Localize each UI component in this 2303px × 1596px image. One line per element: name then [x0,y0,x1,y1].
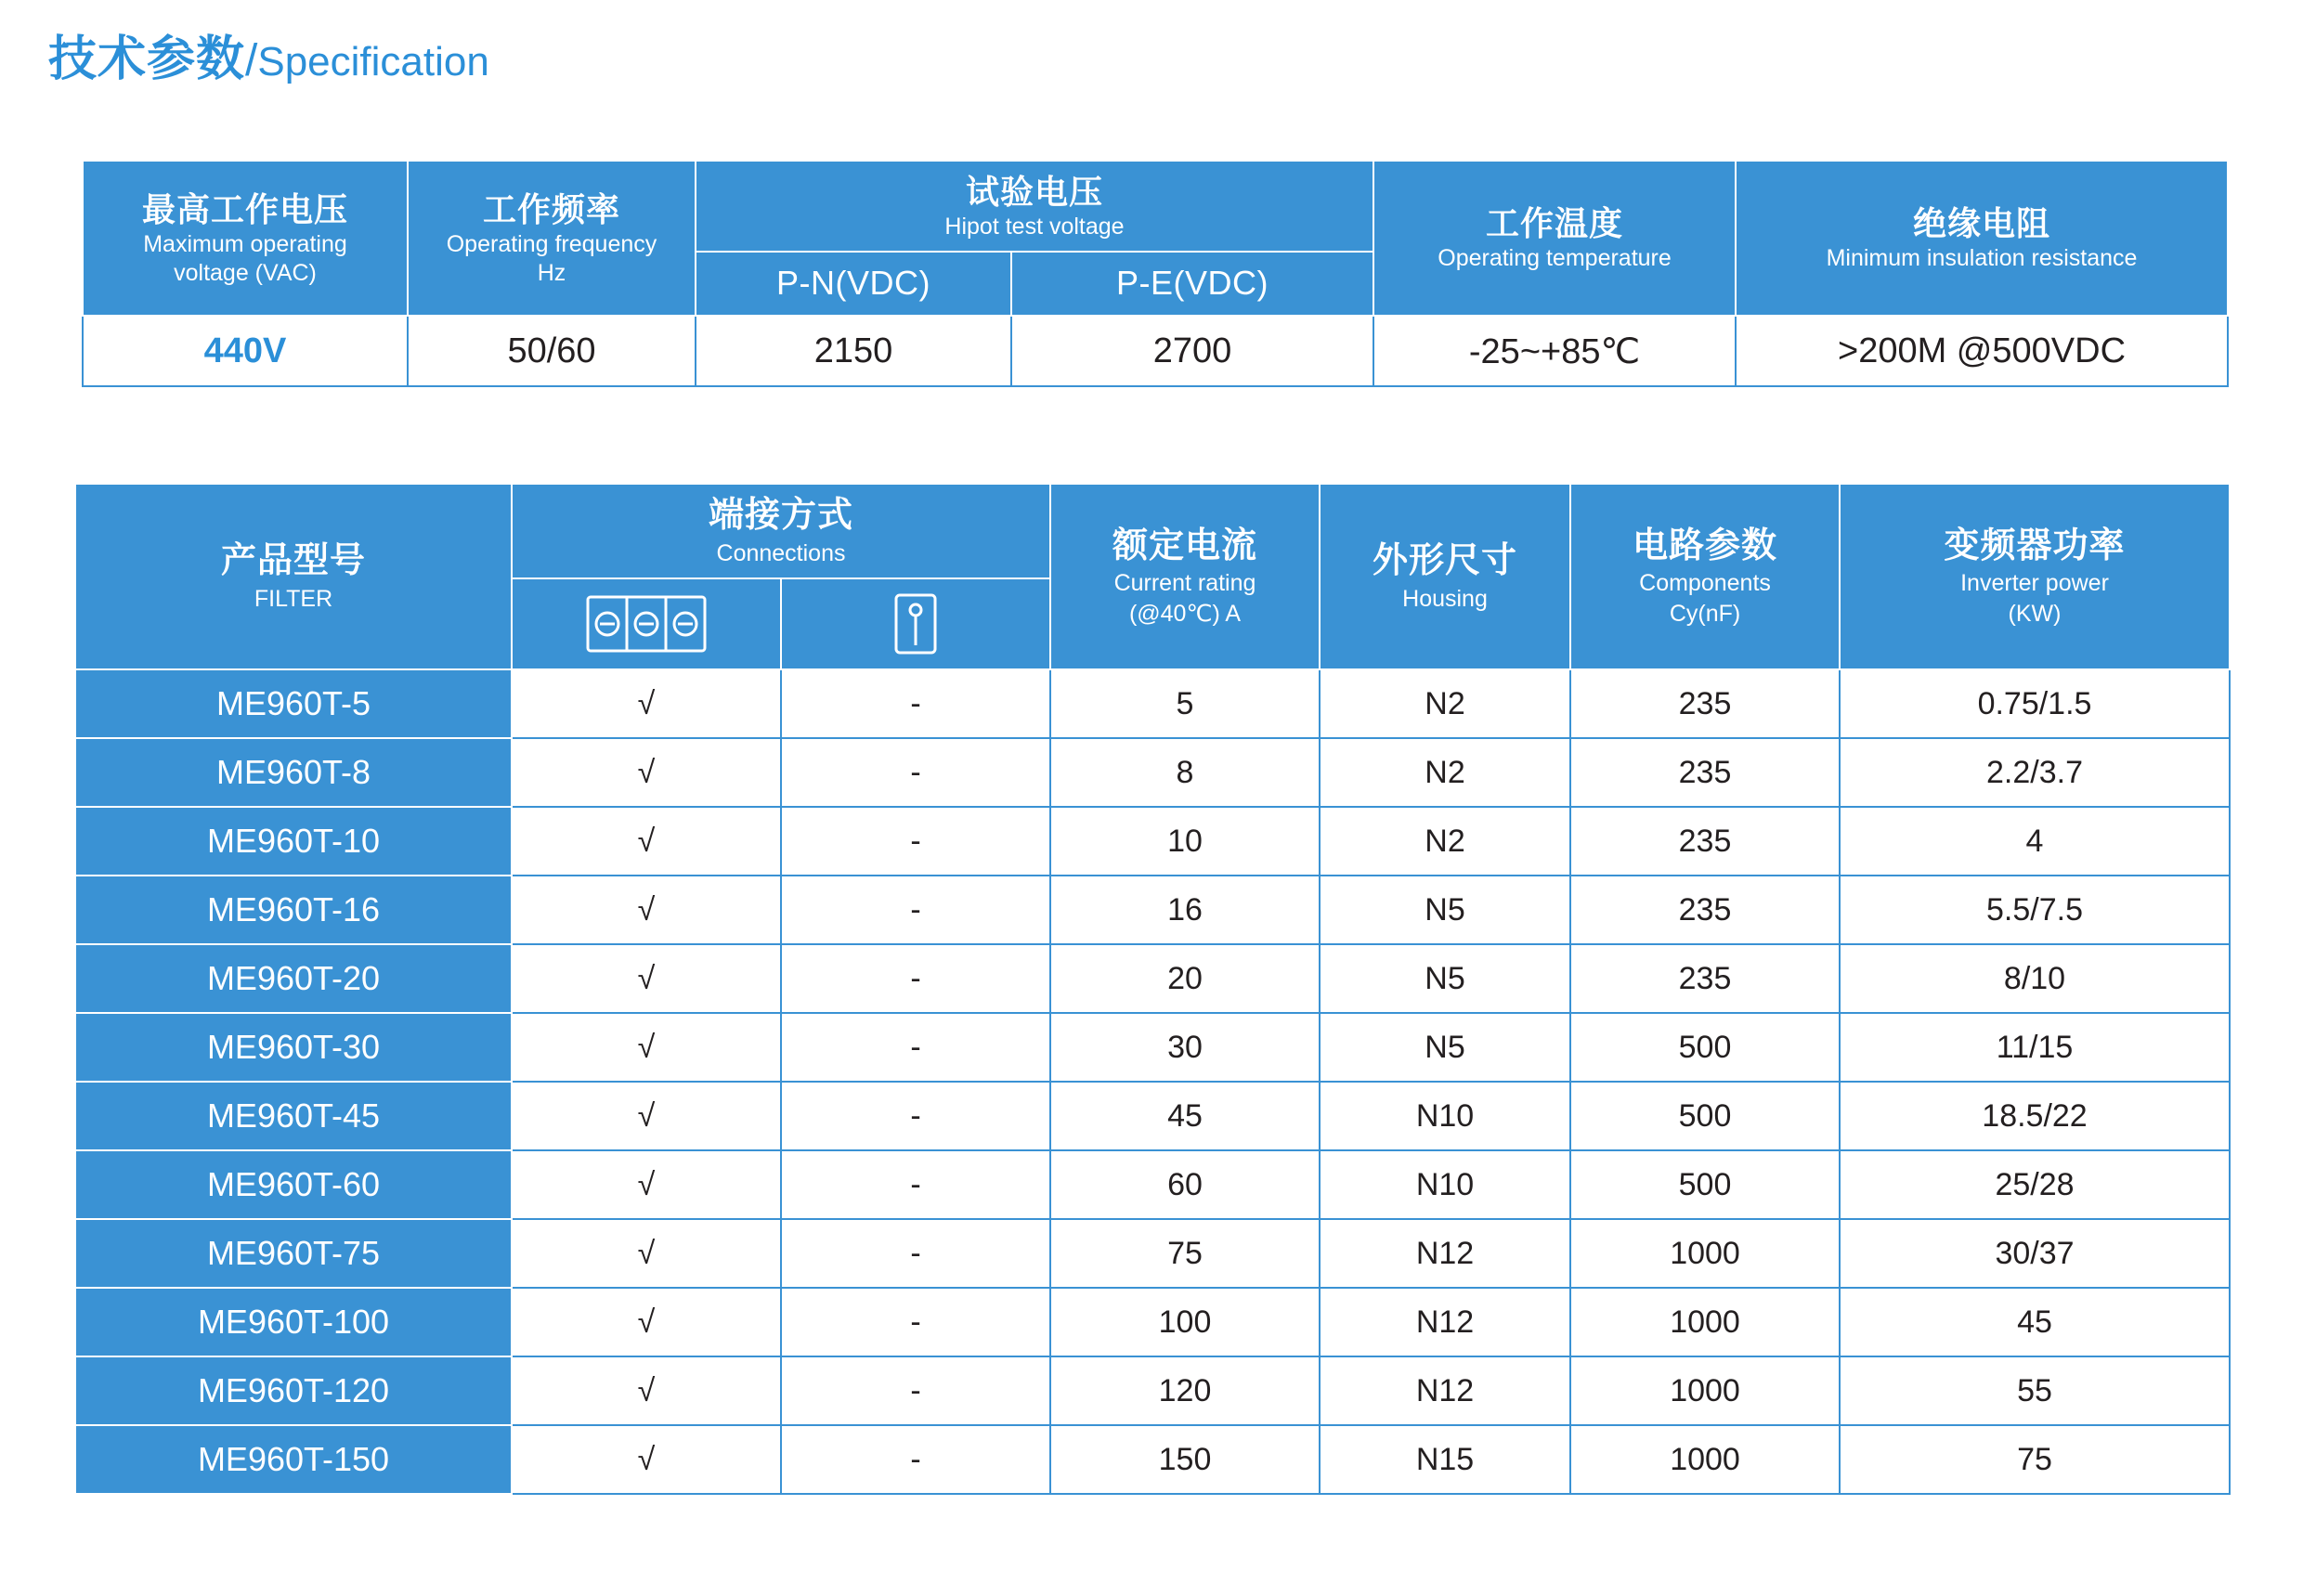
filter-header-model [75,484,512,669]
row-housing: N12 [1320,1288,1570,1356]
spec-subheader-pe [1011,252,1373,316]
row-components: 500 [1570,1150,1840,1219]
row-connection-b: - [781,669,1050,738]
row-current: 45 [1050,1082,1320,1150]
row-current: 5 [1050,669,1320,738]
row-connection-b: - [781,1219,1050,1288]
spec-subheader-pe-label: P-E(VDC) [1116,264,1269,303]
row-model: ME960T-10 [75,807,512,876]
row-model: ME960T-20 [75,944,512,1013]
row-connection-a: √ [512,1425,781,1494]
spec-value-row [83,316,2228,386]
row-connection-a: √ [512,1288,781,1356]
row-connection-a: √ [512,807,781,876]
filter-header-current-en: Current rating [1113,570,1256,597]
page-title [48,32,489,86]
page-title-en: Specification [257,39,489,84]
row-inverter: 4 [1840,807,2230,876]
row-connection-b: - [781,807,1050,876]
spec-header-temperature-cn: 工作温度 [1486,204,1624,243]
row-connection-b: - [781,1013,1050,1082]
row-components: 235 [1570,944,1840,1013]
table-row [75,1288,2230,1356]
row-model: ME960T-100 [75,1288,512,1356]
row-model: ME960T-120 [75,1356,512,1425]
row-housing: N2 [1320,669,1570,738]
row-connection-b: - [781,738,1050,807]
row-inverter: 5.5/7.5 [1840,876,2230,944]
spec-header-frequency [408,161,696,316]
page-title-separator: / [245,36,258,85]
filter-header-inverter [1840,484,2230,669]
spec-header-temperature-en: Operating temperature [1438,245,1672,272]
wire-lead-icon [782,591,1049,656]
row-current: 20 [1050,944,1320,1013]
filter-header-model-cn: 产品型号 [220,541,366,580]
row-inverter: 55 [1840,1356,2230,1425]
row-model: ME960T-60 [75,1150,512,1219]
row-components: 500 [1570,1082,1840,1150]
row-connection-a: √ [512,1219,781,1288]
row-inverter: 30/37 [1840,1219,2230,1288]
row-components: 235 [1570,876,1840,944]
table-row [75,669,2230,738]
row-model: ME960T-45 [75,1082,512,1150]
filter-header-components-cn: 电路参数 [1633,526,1778,565]
row-connection-b: - [781,876,1050,944]
row-current: 100 [1050,1288,1320,1356]
terminal-block-icon [513,595,780,653]
spec-header-frequency-cn: 工作频率 [482,189,620,228]
row-inverter: 45 [1840,1288,2230,1356]
filter-header-current-cn: 额定电流 [1112,526,1258,565]
filter-header-components-en: Components [1639,570,1771,597]
spec-header-temperature [1373,161,1736,316]
row-housing: N2 [1320,738,1570,807]
filter-table-body [75,669,2230,1494]
filter-header-connections-cn: 端接方式 [709,496,854,535]
filter-header-model-en: FILTER [254,585,333,612]
specification-table [82,160,2229,387]
row-connection-a: √ [512,1082,781,1150]
row-components: 1000 [1570,1219,1840,1288]
filter-header-connections-en: Connections [716,539,846,566]
row-connection-b: - [781,1150,1050,1219]
table-row [75,1082,2230,1150]
row-housing: N5 [1320,876,1570,944]
spec-header-frequency-en2: Hz [537,260,566,287]
row-connection-a: √ [512,669,781,738]
spec-value-temperature: -25~+85℃ [1373,316,1736,386]
spec-header-max-voltage-en: Maximum operating [143,230,347,257]
spec-header-hipot-cn: 试验电压 [966,173,1104,211]
table-row [75,1356,2230,1425]
row-connection-a: √ [512,1013,781,1082]
row-inverter: 25/28 [1840,1150,2230,1219]
filter-header-current-en2: (@40℃) A [1128,600,1242,627]
spec-header-max-voltage-en2: voltage (VAC) [174,260,317,287]
row-current: 10 [1050,807,1320,876]
row-components: 1000 [1570,1356,1840,1425]
row-housing: N12 [1320,1356,1570,1425]
table-row [75,876,2230,944]
spec-subheader-pn [696,252,1011,316]
spec-header-hipot [696,161,1373,252]
row-components: 500 [1570,1013,1840,1082]
row-connection-b: - [781,1082,1050,1150]
spec-header-row-1 [83,161,2228,252]
spec-header-insulation [1736,161,2228,316]
filter-header-components [1570,484,1840,669]
filter-header-housing [1320,484,1570,669]
row-current: 8 [1050,738,1320,807]
row-connection-a: √ [512,876,781,944]
row-connection-a: √ [512,1356,781,1425]
filter-header-housing-en: Housing [1402,585,1488,612]
row-connection-a: √ [512,738,781,807]
row-inverter: 0.75/1.5 [1840,669,2230,738]
filter-header-inverter-en2: (KW) [2008,600,2062,627]
row-housing: N10 [1320,1082,1570,1150]
spec-subheader-pn-label: P-N(VDC) [776,264,930,303]
row-housing: N5 [1320,1013,1570,1082]
row-components: 235 [1570,669,1840,738]
row-housing: N2 [1320,807,1570,876]
spec-value-pe: 2700 [1011,316,1373,386]
table-row [75,944,2230,1013]
filter-models-table [74,483,2231,1495]
row-current: 30 [1050,1013,1320,1082]
filter-header-components-en2: Cy(nF) [1669,600,1741,627]
filter-header-row-1 [75,484,2230,578]
row-model: ME960T-8 [75,738,512,807]
row-inverter: 11/15 [1840,1013,2230,1082]
row-connection-a: √ [512,944,781,1013]
row-model: ME960T-150 [75,1425,512,1494]
table-row [75,1150,2230,1219]
spec-header-insulation-cn: 绝缘电阻 [1913,204,2051,243]
row-connection-b: - [781,1288,1050,1356]
row-components: 235 [1570,738,1840,807]
spec-header-frequency-en: Operating frequency [446,230,657,257]
filter-header-housing-cn: 外形尺寸 [1373,541,1518,580]
spec-value-pn: 2150 [696,316,1011,386]
row-model: ME960T-16 [75,876,512,944]
row-model: ME960T-5 [75,669,512,738]
row-current: 75 [1050,1219,1320,1288]
row-components: 1000 [1570,1288,1840,1356]
page-title-cn: 技术参数 [48,32,246,86]
table-row [75,807,2230,876]
row-current: 120 [1050,1356,1320,1425]
row-connection-b: - [781,1425,1050,1494]
row-current: 150 [1050,1425,1320,1494]
spec-header-insulation-en: Minimum insulation resistance [1826,245,2138,272]
filter-header-connections [512,484,1050,578]
row-housing: N5 [1320,944,1570,1013]
row-components: 235 [1570,807,1840,876]
spec-value-max-voltage: 440V [83,316,408,386]
filter-header-connection-icon-b [781,578,1050,669]
row-components: 1000 [1570,1425,1840,1494]
table-row [75,1425,2230,1494]
filter-header-current [1050,484,1320,669]
row-housing: N12 [1320,1219,1570,1288]
table-row [75,1013,2230,1082]
row-current: 16 [1050,876,1320,944]
spec-value-insulation: >200M @500VDC [1736,316,2228,386]
row-inverter: 8/10 [1840,944,2230,1013]
row-inverter: 75 [1840,1425,2230,1494]
table-row [75,1219,2230,1288]
row-connection-a: √ [512,1150,781,1219]
spec-value-frequency: 50/60 [408,316,696,386]
row-housing: N10 [1320,1150,1570,1219]
row-connection-b: - [781,944,1050,1013]
filter-header-connection-icon-a [512,578,781,669]
row-model: ME960T-30 [75,1013,512,1082]
table-row [75,738,2230,807]
spec-header-hipot-en: Hipot test voltage [944,214,1125,240]
filter-header-inverter-en: Inverter power [1960,570,2109,597]
row-connection-b: - [781,1356,1050,1425]
row-inverter: 18.5/22 [1840,1082,2230,1150]
row-housing: N15 [1320,1425,1570,1494]
filter-header-inverter-cn: 变频器功率 [1944,526,2126,565]
spec-header-max-voltage-cn: 最高工作电压 [141,189,348,228]
row-inverter: 2.2/3.7 [1840,738,2230,807]
row-current: 60 [1050,1150,1320,1219]
row-model: ME960T-75 [75,1219,512,1288]
spec-header-max-voltage [83,161,408,316]
